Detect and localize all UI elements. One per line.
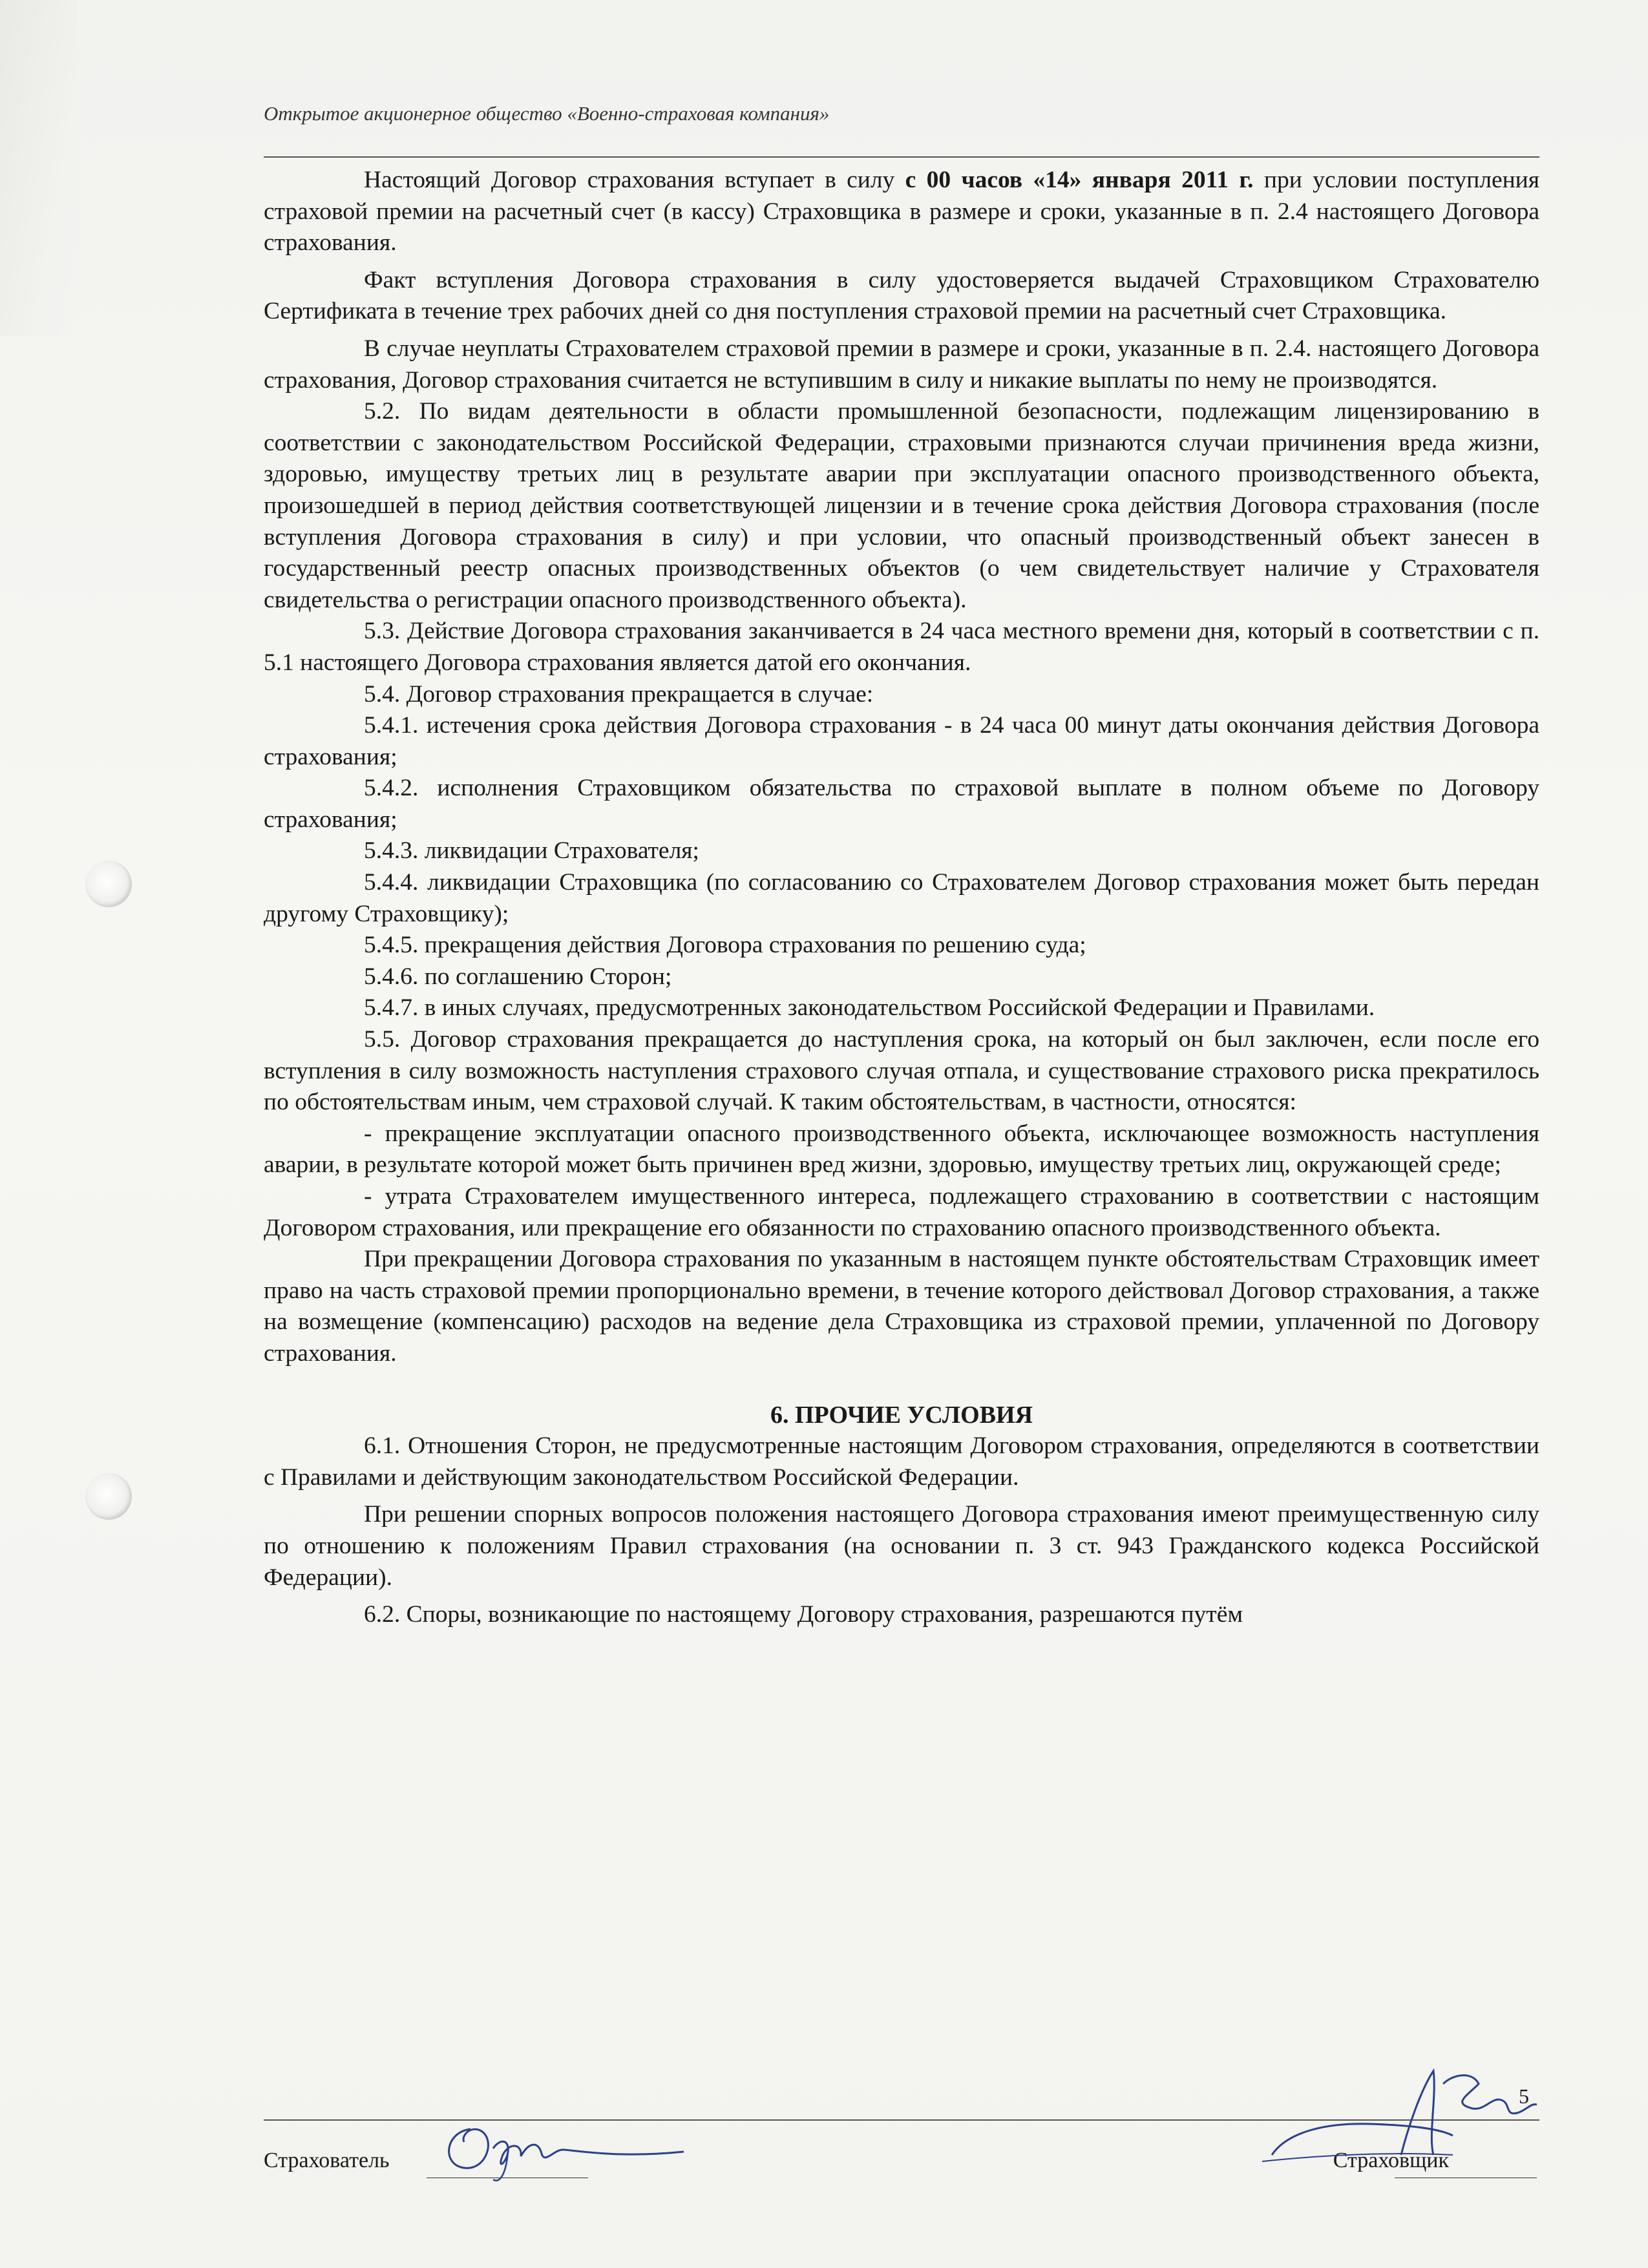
clause-5-5-item-b: - утрата Страхователем имущественного интереса, подлежащего страхованию в соответствии с настоящим Договором страхования, или прекращение его обязанности по страхованию опасного производственного объекта.	[264, 1183, 1539, 1241]
insurer-label: Страховщик	[1333, 2148, 1449, 2172]
clause-5-2: 5.2. По видам деятельности в области промышленной безопасности, подлежащим лицензированию в соответствии с законодательством Российской Федерации, страховыми признаются случаи причинения вреда жизни, здоровью, имуществу третьих лиц в результате аварии при эксплуатации опасного производственного объекта, произошедшей в период действия соответствующей лицензии и в течение срока действия Договора страхования (после вступления Договора страхования в силу) и при условии, что опасный производственный объект занесен в государственный реестр опасных производственных объектов (о чем свидетельствует наличие у Страхователя свидетельства о регистрации опасного производственного объекта).	[264, 398, 1539, 613]
clause-6-1: 6.1. Отношения Сторон, не предусмотренные настоящим Договором страхования, определяются в соответствии с Правилами и действующим законодательством Российской Федерации.	[264, 1433, 1539, 1491]
paper-fold-shadow	[0, 0, 78, 336]
punch-hole-top	[85, 861, 132, 907]
paragraph-certificate: Факт вступления Договора страхования в силу удостоверяется выдачей Страховщиком Страхователю Сертификата в течение трех рабочих дней со дня поступления страховой премии на расчетный счет Страховщика.	[264, 266, 1539, 325]
clause-5-4-1: 5.4.1. истечения срока действия Договора страхования - в 24 часа 00 минут даты окончания действия Договора страхования;	[264, 712, 1539, 770]
clause-5-3: 5.3. Действие Договора страхования заканчивается в 24 часа местного времени дня, который в соответствии с п. 5.1 настоящего Договора страхования является датой его окончания.	[264, 618, 1539, 676]
clause-6-2: 6.2. Споры, возникающие по настоящему Договору страхования, разрешаются путём	[364, 1601, 1243, 1628]
clause-5-4-5: 5.4.5. прекращения действия Договора страхования по решению суда;	[364, 932, 1086, 959]
insured-signature	[425, 2103, 697, 2187]
clause-6-1-precedence: При решении спорных вопросов положения настоящего Договора страхования имеют преимущественную силу по отношению к положениям Правил страхования (на основании п. 3 ст. 943 Гражданского кодекса Российской Федерации).	[264, 1501, 1539, 1591]
header-divider	[264, 156, 1539, 158]
page-number: 5	[1519, 2084, 1529, 2108]
clause-5-4-4: 5.4.4. ликвидации Страховщика (по согласованию со Страхователем Договор страхования может быть передан другому Страховщику);	[264, 869, 1539, 927]
clause-5-5: 5.5. Договор страхования прекращается до наступления срока, на который он был заключен, если после его вступления в силу возможность наступления страхового случая отпала, и существование страхового риска прекратилось по обстоятельствам иным, чем страховой случай. К таким обстоятельствам, в частности, относятся:	[264, 1026, 1539, 1116]
clause-5-4: 5.4. Договор страхования прекращается в случае:	[364, 680, 874, 708]
company-header: Открытое акционерное общество «Военно-страховая компания»	[264, 102, 830, 125]
clause-5-4-2: 5.4.2. исполнения Страховщиком обязательства по страховой выплате в полном объеме по Договору страхования;	[264, 775, 1539, 833]
clause-5-4-3: 5.4.3. ликвидации Страхователя;	[364, 837, 699, 865]
clause-5-4-7: 5.4.7. в иных случаях, предусмотренных законодательством Российской Федерации и Правилами.	[364, 994, 1375, 1022]
document-body	[264, 165, 1539, 1631]
insurer-signature	[1259, 2058, 1543, 2181]
section-6-title: 6. ПРОЧИЕ УСЛОВИЯ	[770, 1401, 1033, 1429]
paragraph-non-payment: В случае неуплаты Страхователем страховой премии в размере и сроки, указанные в п. 2.4. настоящего Договора страхования, Договор страхования считается не вступившим в силу и никакие выплаты по нему не производятся.	[264, 335, 1539, 394]
paragraph-effective-date: Настоящий Договор страхования вступает в силу с 00 часов «14» января 2011 г. при условии поступления страховой премии на расчетный счет (в кассу) Страховщика в размере и сроки, указанные в п. 2.4 настоящего Договора страхования.	[264, 167, 1539, 257]
insured-label: Страхователь	[264, 2148, 390, 2172]
clause-5-5-item-a: - прекращение эксплуатации опасного производственного объекта, исключающее возможность наступления аварии, в результате которой может быть причинен вред жизни, здоровью, имуществу третьих лиц, окружающей среде;	[264, 1120, 1539, 1179]
signature-footer	[264, 2142, 1539, 2181]
clause-5-4-6: 5.4.6. по соглашению Сторон;	[364, 963, 672, 990]
punch-hole-bottom	[85, 1473, 132, 1520]
clause-5-5-termination: При прекращении Договора страхования по указанным в настоящем пункте обстоятельствам Страховщик имеет право на часть страховой премии пропорционально времени, в течение которого действовал Договор страхования, а также на возмещение (компенсацию) расходов на ведение дела Страховщика из страховой премии, уплаченной по Договору страхования.	[264, 1246, 1539, 1367]
